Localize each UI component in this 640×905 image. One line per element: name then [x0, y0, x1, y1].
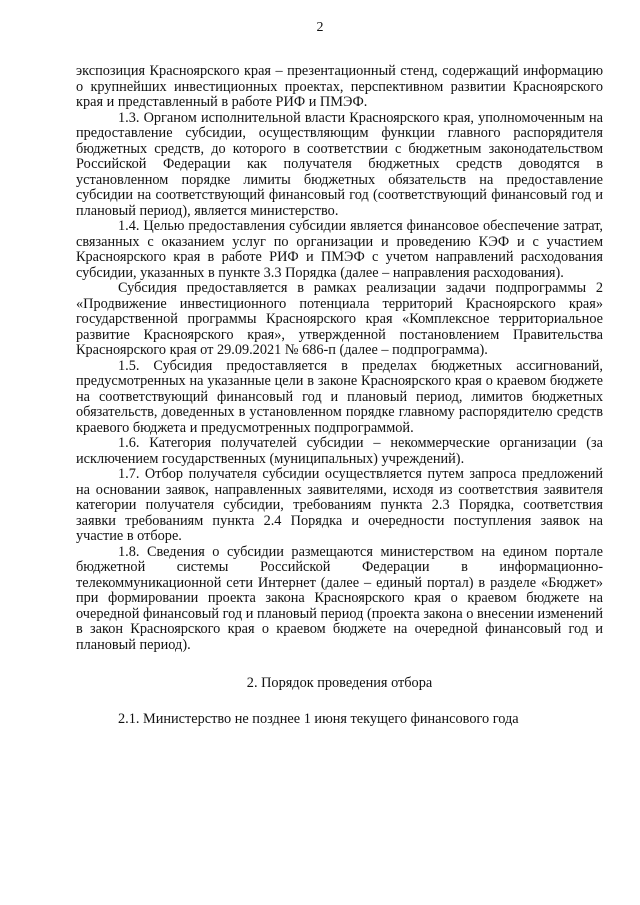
paragraph-2-1: 2.1. Министерство не позднее 1 июня текущего финансового года	[118, 711, 519, 727]
paragraph-1-3: 1.3. Органом исполнительной власти Красноярского края, уполномоченным на предоставление субсидии, осуществляющим функции главного распорядителя бюджетных средств, до которого в соответствии с бюджетным законодательством Российской Федерации как получателя бюджетных средств доводятся в установленном порядке лимиты бюджетных обязательств на предоставление субсидии на соответствующий финансовый год (соответствующий финансовый год и плановый период), является министерство.	[76, 109, 603, 219]
paragraph-1-7: 1.7. Отбор получателя субсидии осуществляется путем запроса предложений на основании заявок, направленных заявителями, исходя из соответствия заявителя категории получателя субсидии, требованиям пункта 2.3 Порядка, соответствия заявки требованиям пункта 2.4 Порядка и очередности поступления заявок на участие в отборе.	[76, 466, 603, 544]
page-number: 2	[316, 20, 324, 35]
paragraph-1-8: 1.8. Сведения о субсидии размещаются министерством на едином портале бюджетной системы Российской Федерации в информационно-телекоммуникационной сети Интернет (далее – единый портал) в разделе «Бюджет» при формировании проекта закона Красноярского края о краевом бюджете на очередной финансовый год и плановый период (проекта закона о внесении изменений в закон Красноярского края о краевом бюджете на очередной финансовый год и плановый период).	[76, 543, 603, 653]
paragraph-1-4: 1.4. Целью предоставления субсидии является финансовое обеспечение затрат, связанных с оказанием услуг по организации и проведению КЭФ и с участием Красноярского края в работе РИФ и ПМЭФ с учетом направлений расходования субсидии, указанных в пункте 3.3 Порядка (далее – направления расходования).	[76, 218, 603, 281]
paragraph-subsidy-program: Субсидия предоставляется в рамках реализации задачи подпрограммы 2 «Продвижение инвестиционного потенциала территорий Красноярского края» государственной программы Красноярского края «Комплексное территориальное развитие Красноярского края», утвержденной постановлением Правительства Красноярского края от 29.09.2021 № 686-п (далее – подпрограмма).	[76, 280, 603, 358]
paragraph-1-5: 1.5. Субсидия предоставляется в пределах бюджетных ассигнований, предусмотренных на указанные цели в законе Красноярского края о краевом бюджете на соответствующий финансовый год и плановый период, лимитов бюджетных обязательств, доведенных в установленном порядке главному распорядителю средств краевого бюджета и предусмотренных подпрограммой.	[76, 357, 603, 436]
paragraph-continuation: экспозиция Красноярского края – презентационный стенд, содержащий информацию о крупнейших инвестиционных проектах, перспективном развитии Красноярского края и представленный в работе РИФ и ПМЭФ.	[76, 63, 603, 110]
section-heading: 2. Порядок проведения отбора	[246, 675, 433, 691]
paragraph-1-6: 1.6. Категория получателей субсидии – некоммерческие организации (за исключением государственных (муниципальных) учреждений).	[76, 435, 603, 467]
